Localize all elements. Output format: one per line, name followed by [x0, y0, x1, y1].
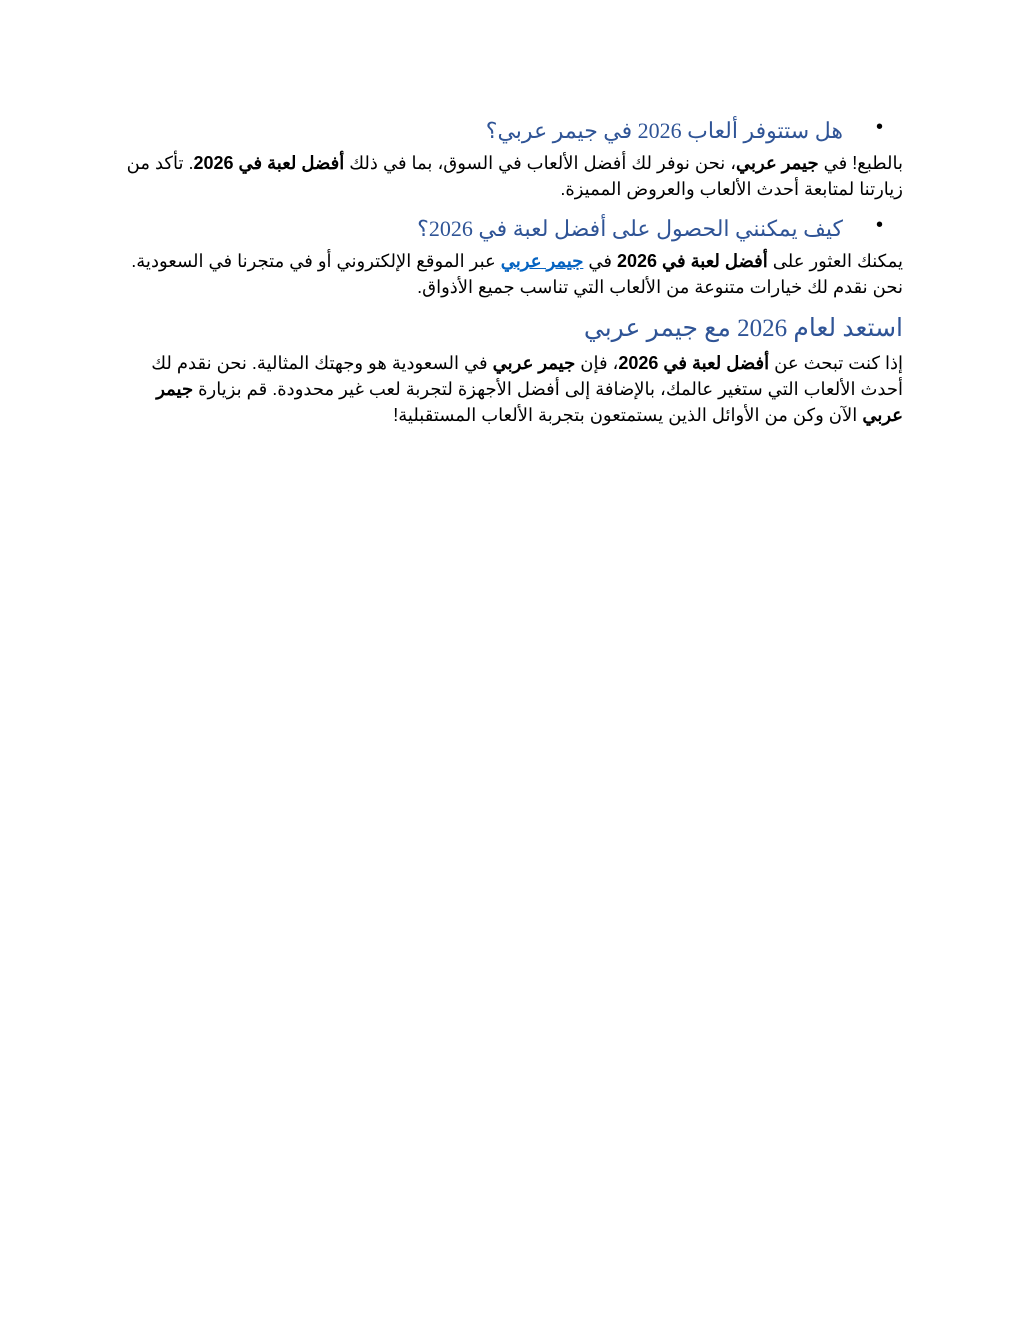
gamer-arabi-link[interactable]: جيمر عربي: [500, 251, 584, 271]
document-page: [122, 116, 903, 440]
text: في السعودية هو وجهتك المثالية. نحن نقدم لك أحدث الألعاب التي ستغير عالمك، بالإضافة إلى أفضل الأجهزة لتجربة لعب غير محدودة. قم بزيارة: [151, 353, 903, 399]
faq-answer: [122, 150, 903, 202]
faq-item: [122, 116, 903, 146]
bold-text: أفضل لعبة في 2026: [618, 353, 770, 373]
text: بالطبع! في: [818, 153, 903, 173]
text: إذا كنت تبحث عن: [769, 353, 903, 373]
bullet-icon: •: [875, 116, 883, 138]
text: . تأكد من زيارتنا لمتابعة أحدث الألعاب والعروض المميزة.: [126, 153, 903, 199]
bold-text: جيمر عربي: [492, 353, 576, 373]
faq-item: [122, 214, 903, 244]
faq-heading: كيف يمكنني الحصول على أفضل لعبة في 2026؟: [417, 216, 843, 241]
section-heading: استعد لعام 2026 مع جيمر عربي: [583, 315, 903, 342]
text: يمكنك العثور على: [767, 251, 903, 271]
section-paragraph: [122, 350, 903, 428]
faq-answer: [122, 248, 903, 300]
bold-text: جيمر عربي: [156, 379, 903, 425]
text: ، نحن نوفر لك أفضل الألعاب في السوق، بما في ذلك: [344, 153, 737, 173]
bold-text: جيمر عربي: [736, 153, 819, 173]
text: ، فإن: [575, 353, 619, 373]
text: في: [583, 251, 617, 271]
faq-heading: هل ستتوفر ألعاب 2026 في جيمر عربي؟: [485, 118, 843, 143]
text: عبر الموقع الإلكتروني أو في متجرنا في السعودية. نحن نقدم لك خيارات متنوعة من الألعاب التي تناسب جميع الأذواق.: [131, 251, 903, 297]
bold-text: أفضل لعبة في 2026: [616, 251, 768, 271]
bold-text: أفضل لعبة في 2026: [193, 153, 345, 173]
text: الآن وكن من الأوائل الذين يستمتعون بتجربة الألعاب المستقبلية!: [393, 405, 863, 425]
bullet-icon: •: [875, 214, 883, 236]
